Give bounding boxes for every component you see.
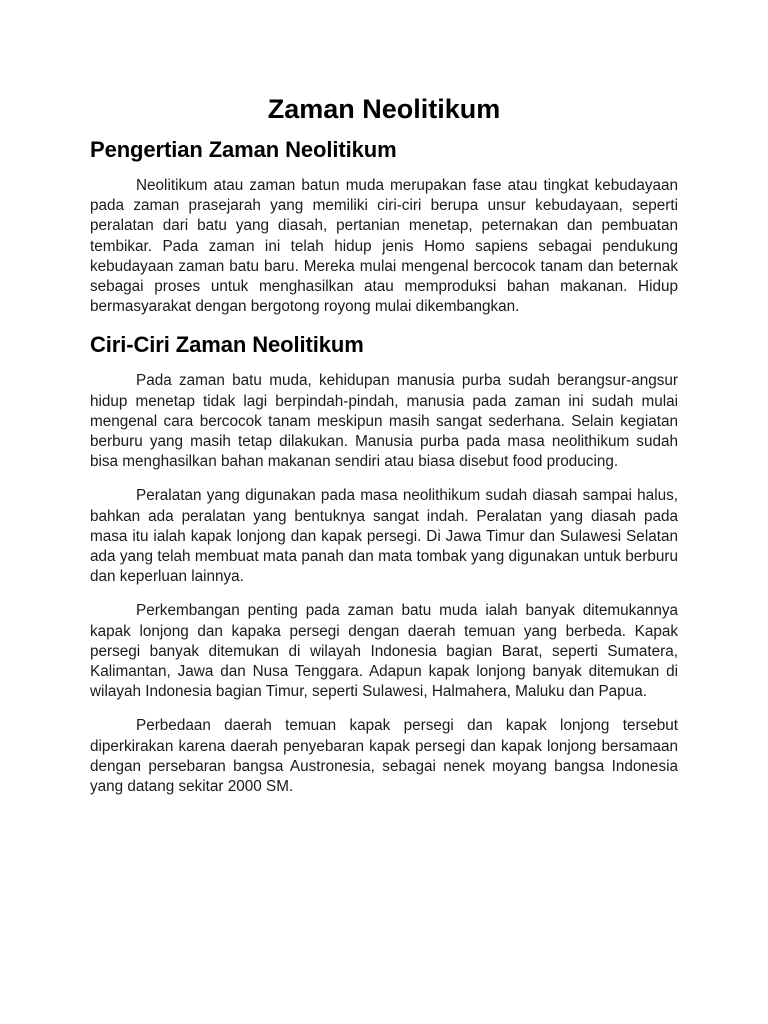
section-heading: Ciri-Ciri Zaman Neolitikum	[90, 332, 364, 358]
paragraph: Neolitikum atau zaman batun muda merupakan fase atau tingkat kebudayaan pada zaman prasejarah yang memiliki ciri-ciri berupa unsur kebudayaan, seperti peralatan dari batu yang diasah, pertanian menetap, peternakan dan pembuatan tembikar. Pada zaman ini telah hidup jenis Homo sapiens sebagai pendukung kebudayaan zaman batu baru. Mereka mulai mengenal bercocok tanam dan beternak sebagai proses untuk menghasilkan atau memproduksi bahan makanan. Hidup bermasyarakat dengan bergotong royong mulai dikembangkan.	[90, 177, 678, 316]
section-pengertian	[90, 136, 678, 317]
paragraph: Perbedaan daerah temuan kapak persegi dan kapak lonjong tersebut diperkirakan karena daerah penyebaran kapak persegi dan kapak lonjong bersamaan dengan persebaran bangsa Austronesia, sebagai nenek moyang bangsa Indonesia yang datang sekitar 2000 SM.	[90, 717, 678, 796]
document-title: Zaman Neolitikum	[267, 94, 501, 124]
section-ciri-ciri	[90, 331, 678, 797]
section-heading: Pengertian Zaman Neolitikum	[90, 137, 397, 162]
paragraph: Perkembangan penting pada zaman batu muda ialah banyak ditemukannya kapak lonjong dan kapaka persegi dengan daerah temuan yang berbeda. Kapak persegi banyak ditemukan di wilayah Indonesia bagian Barat, seperti Sumatera, Kalimantan, Jawa dan Nusa Tenggara. Adapun kapak lonjong banyak ditemukan di wilayah Indonesia bagian Timur, seperti Sulawesi, Halmahera, Maluku dan Papua.	[90, 602, 678, 701]
paragraph: Pada zaman batu muda, kehidupan manusia purba sudah berangsur-angsur hidup menetap tidak lagi berpindah-pindah, manusia pada zaman ini sudah mulai mengenal cara bercocok tanam meskipun masih sangat sederhana. Selain kegiatan berburu yang masih tetap dilakukan. Manusia purba pada masa neolithikum sudah bisa menghasilkan bahan makanan sendiri atau biasa disebut food producing.	[90, 372, 678, 471]
paragraph: Peralatan yang digunakan pada masa neolithikum sudah diasah sampai halus, bahkan ada peralatan yang bentuknya sangat indah. Peralatan yang diasah pada masa itu ialah kapak lonjong dan kapak persegi. Di Jawa Timur dan Sulawesi Selatan ada yang telah membuat mata panah dan mata tombak yang digunakan untuk berburu dan keperluan lainnya.	[90, 487, 678, 586]
